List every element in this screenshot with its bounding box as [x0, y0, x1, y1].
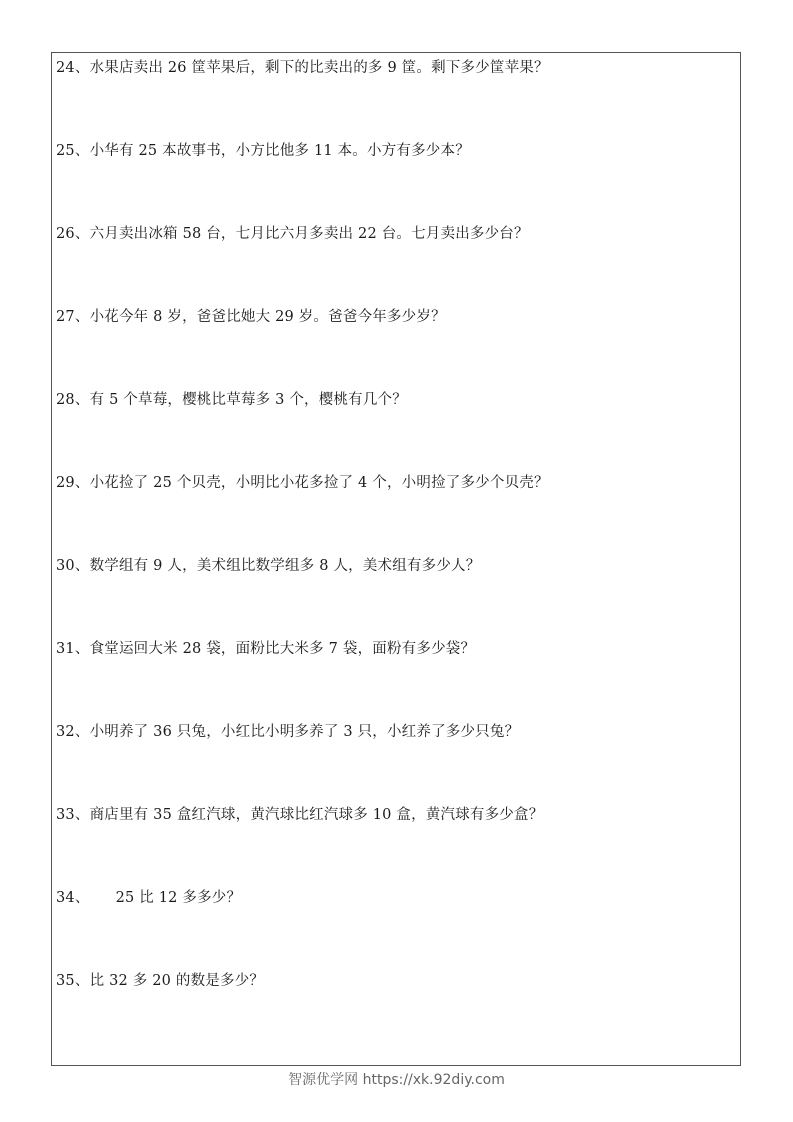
question-29: [56, 473, 549, 493]
question-text: 小华有 25 本故事书，小方比他多 11 本。小方有多少本？: [89, 143, 470, 159]
question-24: [56, 58, 549, 78]
question-number: 29、: [56, 475, 90, 491]
question-text: 商店里有 35 盒红汽球，黄汽球比红汽球多 10 盒，黄汽球有多少盒？: [89, 807, 544, 823]
footer-watermark: 智源优学网 https://xk.92diy.com: [288, 1072, 505, 1088]
question-text: 有 5 个草莓，樱桃比草莓多 3 个，樱桃有几个？: [89, 392, 407, 408]
question-number: 30、: [56, 558, 90, 574]
question-text: 六月卖出冰箱 58 台，七月比六月多卖出 22 台。七月卖出多少台？: [89, 226, 529, 242]
question-number: 34、: [56, 890, 90, 906]
question-number: 25、: [56, 143, 90, 159]
question-35: [56, 971, 264, 991]
question-34: [56, 888, 241, 908]
question-27: [56, 307, 446, 327]
question-25: [56, 141, 470, 161]
question-number: 28、: [56, 392, 90, 408]
question-text: 数学组有 9 人，美术组比数学组多 8 人，美术组有多少人？: [89, 558, 481, 574]
question-26: [56, 224, 529, 244]
question-text: 25 比 12 多多少？: [115, 890, 242, 906]
question-number: 31、: [56, 641, 90, 657]
question-number: 33、: [56, 807, 90, 823]
question-28: [56, 390, 407, 410]
question-number: 26、: [56, 226, 90, 242]
question-30: [56, 556, 480, 576]
question-text: 水果店卖出 26 筐苹果后，剩下的比卖出的多 9 筐。剩下多少筐苹果？: [89, 60, 549, 76]
question-text: 小花捡了 25 个贝壳，小明比小花多捡了 4 个，小明捡了多少个贝壳？: [89, 475, 549, 491]
question-number: 35、: [56, 973, 90, 989]
question-number: 24、: [56, 60, 90, 76]
question-text: 小花今年 8 岁，爸爸比她大 29 岁。爸爸今年多少岁？: [89, 309, 446, 325]
question-number: 27、: [56, 309, 90, 325]
question-text: 食堂运回大米 28 袋，面粉比大米多 7 袋，面粉有多少袋？: [89, 641, 476, 657]
question-text: 比 32 多 20 的数是多少？: [89, 973, 265, 989]
question-number: 32、: [56, 724, 90, 740]
question-33: [56, 805, 543, 825]
question-32: [56, 722, 519, 742]
question-text: 小明养了 36 只兔，小红比小明多养了 3 只，小红养了多少只兔？: [89, 724, 520, 740]
question-31: [56, 639, 475, 659]
